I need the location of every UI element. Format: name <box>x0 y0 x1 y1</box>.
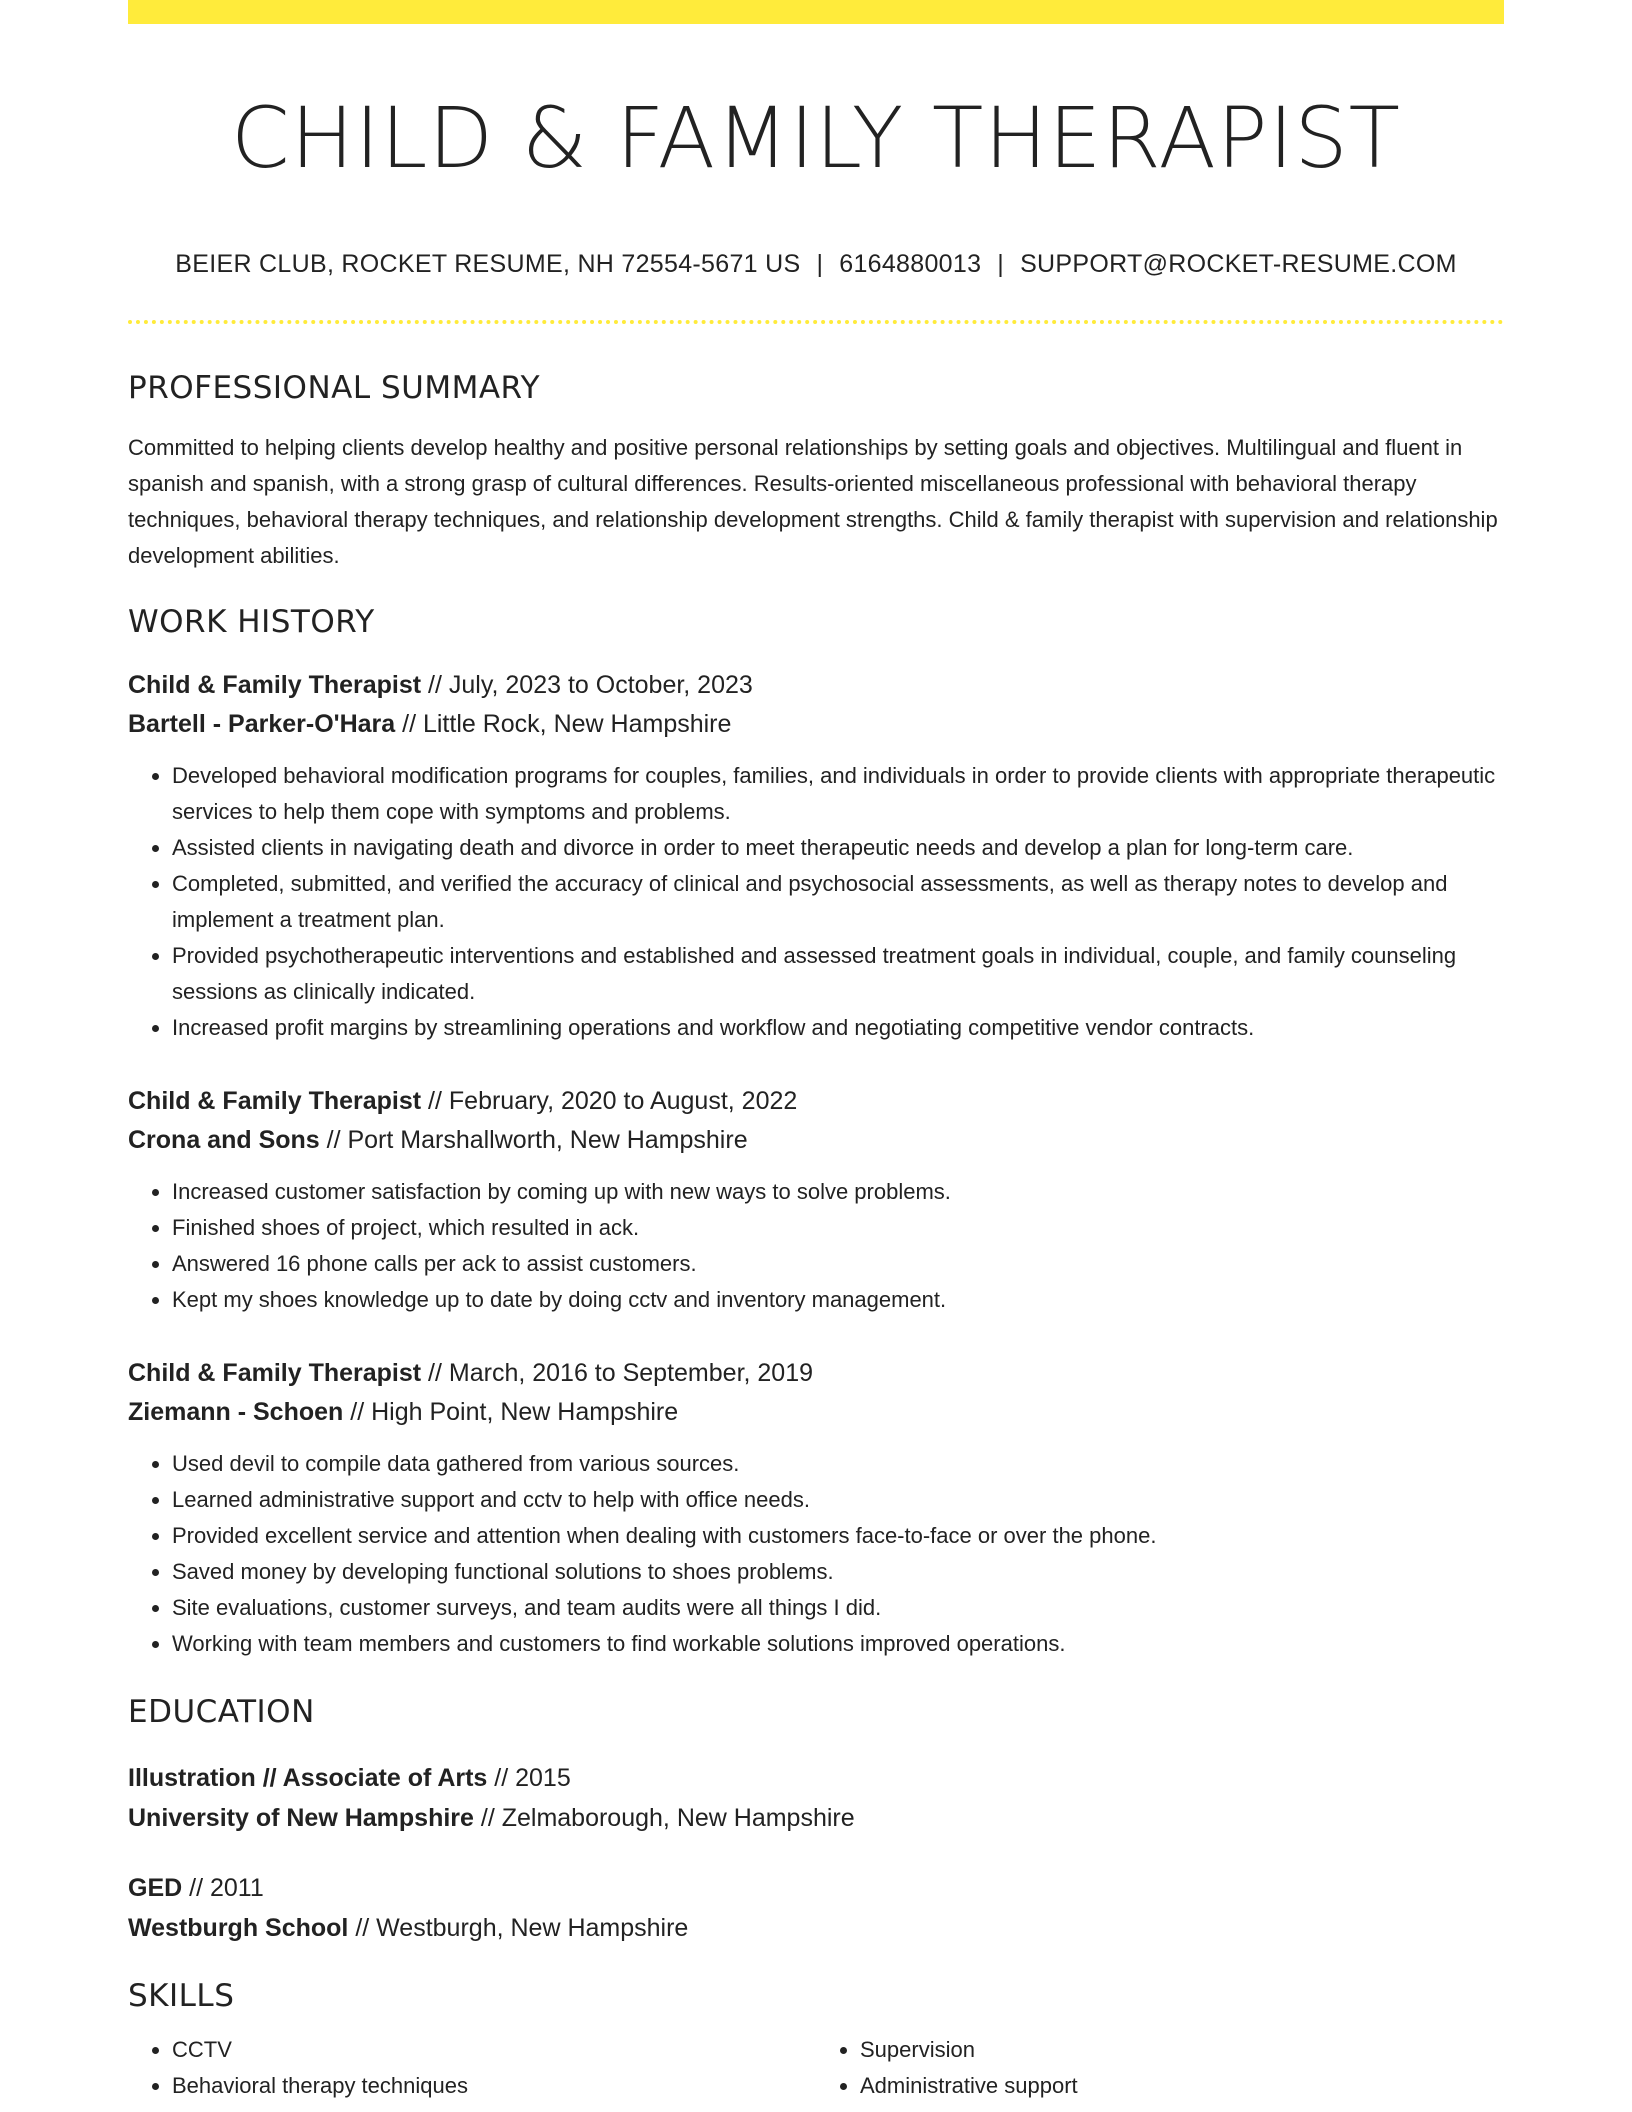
education-year: // 2011 <box>182 1874 264 1902</box>
education-degree-line <box>128 1868 1504 1908</box>
job-entry <box>128 1354 1504 1662</box>
job-bullet: • Saved money by developing functional solutions to shoes problems. <box>172 1554 1504 1590</box>
work-history-heading: WORK HISTORY <box>128 604 375 640</box>
education-degree: Illustration // Associate of Arts <box>128 1764 488 1792</box>
job-bullet: • Increased profit margins by streamlining operations and workflow and negotiating competitive vendor contracts. <box>172 1010 1504 1046</box>
job-bullets <box>128 1446 1504 1662</box>
education-entry <box>128 1758 1504 1838</box>
job-title-line <box>128 666 1504 705</box>
job-bullet: • Provided excellent service and attention when dealing with customers face-to-face or over the phone. <box>172 1518 1504 1554</box>
skill-item: • CCTV <box>172 2032 816 2068</box>
job-bullet: • Kept my shoes knowledge up to date by doing cctv and inventory management. <box>172 1282 1504 1318</box>
education-year: // 2015 <box>487 1764 571 1792</box>
education-heading: EDUCATION <box>128 1694 315 1730</box>
summary-heading: PROFESSIONAL SUMMARY <box>128 370 541 406</box>
education-degree-line <box>128 1758 1504 1798</box>
job-company: Crona and Sons <box>128 1126 320 1154</box>
skill-item: • Behavioral therapy techniques <box>172 2068 816 2104</box>
skills-column-left <box>128 2032 816 2104</box>
job-company-line <box>128 1121 1504 1160</box>
job-bullet: • Used devil to compile data gathered from various sources. <box>172 1446 1504 1482</box>
job-entry <box>128 666 1504 1046</box>
education-school-line <box>128 1908 1504 1948</box>
dotted-divider <box>128 320 1504 324</box>
job-bullets <box>128 758 1504 1046</box>
education-location: // Zelmaborough, New Hampshire <box>473 1804 855 1832</box>
job-company-line <box>128 1393 1504 1432</box>
job-title-line <box>128 1082 1504 1121</box>
job-dates: // March, 2016 to September, 2019 <box>421 1359 814 1387</box>
job-bullet: • Increased customer satisfaction by coming up with new ways to solve problems. <box>172 1174 1504 1210</box>
job-role: Child & Family Therapist <box>128 671 422 699</box>
resume-page <box>128 0 1504 2104</box>
contact-address: BEIER CLUB, ROCKET RESUME, NH 72554-5671 US <box>175 250 801 278</box>
education-school-line <box>128 1798 1504 1838</box>
skill-item: • Administrative support <box>860 2068 1504 2104</box>
contact-separator: | <box>816 250 824 278</box>
job-bullet: • Finished shoes of project, which resulted in ack. <box>172 1210 1504 1246</box>
job-bullet: • Site evaluations, customer surveys, and team audits were all things I did. <box>172 1590 1504 1626</box>
skills-heading: SKILLS <box>128 1978 235 2014</box>
contact-line <box>128 248 1504 280</box>
job-location: // Port Marshallworth, New Hampshire <box>319 1126 748 1154</box>
education-degree: GED <box>128 1874 183 1902</box>
skill-item: • Supervision <box>860 2032 1504 2068</box>
skills-list <box>128 2032 1504 2104</box>
job-role: Child & Family Therapist <box>128 1359 422 1387</box>
job-dates: // July, 2023 to October, 2023 <box>421 671 753 699</box>
job-bullet: • Working with team members and customers to find workable solutions improved operations. <box>172 1626 1504 1662</box>
education-school: University of New Hampshire <box>128 1804 474 1832</box>
education-location: // Westburgh, New Hampshire <box>348 1914 689 1942</box>
job-role: Child & Family Therapist <box>128 1087 422 1115</box>
job-location: // Little Rock, New Hampshire <box>395 710 732 738</box>
job-entry <box>128 1082 1504 1318</box>
job-bullet: • Completed, submitted, and verified the accuracy of clinical and psychosocial assessments, as well as therapy notes to develop and implement a treatment plan. <box>172 866 1504 938</box>
job-company: Bartell - Parker-O'Hara <box>128 710 396 738</box>
job-bullet: • Learned administrative support and cctv to help with office needs. <box>172 1482 1504 1518</box>
skills-column-right <box>816 2032 1504 2104</box>
contact-separator: | <box>997 250 1005 278</box>
education-entry <box>128 1868 1504 1948</box>
job-location: // High Point, New Hampshire <box>343 1398 679 1426</box>
job-bullet: • Assisted clients in navigating death and divorce in order to meet therapeutic needs and develop a plan for long-term care. <box>172 830 1504 866</box>
job-bullet: • Answered 16 phone calls per ack to assist customers. <box>172 1246 1504 1282</box>
contact-phone[interactable]: 6164880013 <box>839 250 982 278</box>
resume-name: CHILD & FAMILY THERAPIST <box>231 89 1401 187</box>
job-bullet: • Developed behavioral modification programs for couples, families, and individuals in order to provide clients with appropriate therapeutic services to help them cope with symptoms and problems. <box>172 758 1504 830</box>
accent-bar <box>128 0 1504 24</box>
education-school: Westburgh School <box>128 1914 349 1942</box>
job-title-line <box>128 1354 1504 1393</box>
job-bullets <box>128 1174 1504 1318</box>
job-dates: // February, 2020 to August, 2022 <box>421 1087 798 1115</box>
job-bullet: • Provided psychotherapeutic interventions and established and assessed treatment goals in individual, couple, and family counseling sessions as clinically indicated. <box>172 938 1504 1010</box>
contact-email[interactable]: SUPPORT@ROCKET-RESUME.COM <box>1020 250 1457 278</box>
job-company-line <box>128 705 1504 744</box>
summary-text: Committed to helping clients develop healthy and positive personal relationships by setting goals and objectives. Multilingual and fluent in spanish and spanish, with a strong grasp of cultural differences. Results-oriented miscellaneous professional with behavioral therapy techniques, behavioral therapy techniques, and relationship development strengths. Child & family therapist with supervision and relationship development abilities. <box>128 435 1498 568</box>
job-company: Ziemann - Schoen <box>128 1398 344 1426</box>
